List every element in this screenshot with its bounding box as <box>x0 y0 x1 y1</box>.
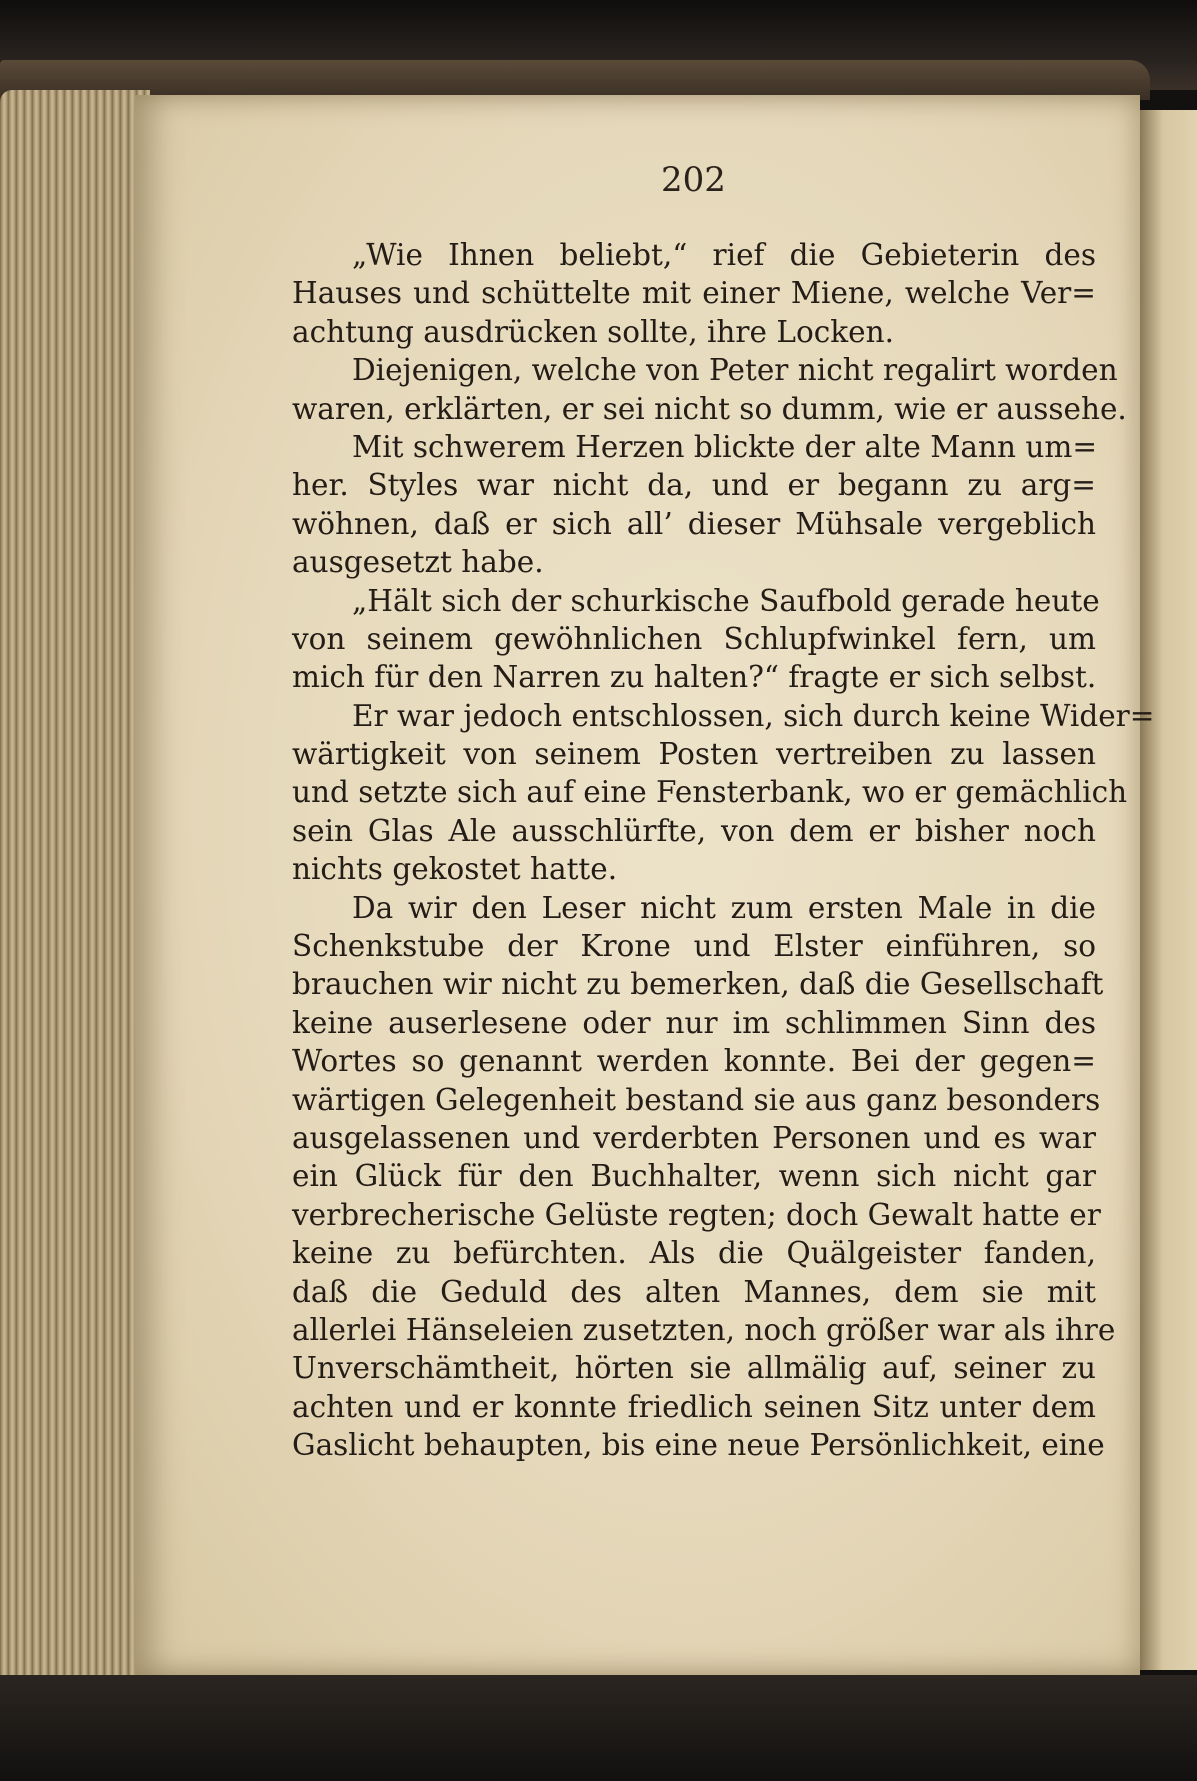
text-line: Gaslicht behaupten, bis eine neue Persönlichkeit, eine <box>292 1428 1105 1463</box>
text-line: nichts gekostet hatte. <box>292 852 618 887</box>
text-line: sein Glas Ale ausschlürfte, von dem er bisher noch <box>292 813 1096 848</box>
text-line: „Wie Ihnen beliebt,“ rief die Gebieterin des <box>352 238 1096 272</box>
text-line: brauchen wir nicht zu bemerken, daß die Gesellschaft <box>292 967 1104 1002</box>
text-line: Unverschämtheit, hörten sie allmälig auf, seiner zu <box>292 1351 1096 1386</box>
text-line: achtung ausdrücken sollte, ihre Locken. <box>292 314 894 349</box>
text-line: Er war jedoch entschlossen, sich durch keine Wider= <box>352 698 1155 733</box>
text-line: ausgesetzt habe. <box>292 545 544 580</box>
book-cover-edge <box>0 60 1150 100</box>
text-line: keine zu befürchten. Als die Quälgeister fanden, <box>292 1236 1096 1271</box>
page-number: 202 <box>661 160 726 200</box>
text-line: von seinem gewöhnlichen Schlupfwinkel fern, um <box>292 621 1096 656</box>
text-line: wärtigen Gelegenheit bestand sie aus ganz besonders <box>292 1082 1101 1117</box>
text-line: Hauses und schüttelte mit einer Miene, welche Ver= <box>292 276 1096 311</box>
next-page-edge <box>1140 110 1197 1670</box>
text-line: Wortes so genannt werden konnte. Bei der gegen= <box>292 1044 1096 1079</box>
page-edges-left <box>0 90 150 1690</box>
text-line: allerlei Hänseleien zusetzten, noch größer war als ihre <box>292 1312 1116 1347</box>
text-line: Da wir den Leser nicht zum ersten Male in die <box>352 890 1096 925</box>
body-text <box>292 236 1155 1465</box>
text-line: waren, erklärten, er sei nicht so dumm, wie er aussehe. <box>292 391 1127 426</box>
text-line: Schenkstube der Krone und Elster einführen, so <box>292 929 1096 964</box>
text-line: und setzte sich auf eine Fensterbank, wo er gemächlich <box>292 775 1128 810</box>
text-line: Diejenigen, welche von Peter nicht regalirt worden <box>352 353 1118 388</box>
text-line: Mit schwerem Herzen blickte der alte Mann um= <box>352 429 1098 464</box>
text-line: her. Styles war nicht da, und er begann zu arg= <box>292 468 1096 503</box>
text-line: wöhnen, daß er sich all’ dieser Mühsale vergeblich <box>292 506 1096 541</box>
text-line: wärtigkeit von seinem Posten vertreiben zu lassen <box>292 737 1096 772</box>
text-line: mich für den Narren zu halten?“ fragte er sich selbst. <box>292 660 1097 695</box>
text-line: daß die Geduld des alten Mannes, dem sie mit <box>292 1274 1096 1309</box>
text-line: „Hält sich der schurkische Saufbold gerade heute <box>352 583 1100 618</box>
text-line: ausgelassenen und verderbten Personen und es war <box>292 1120 1096 1155</box>
text-line: ein Glück für den Buchhalter, wenn sich nicht gar <box>292 1159 1096 1194</box>
text-line: verbrecherische Gelüste regten; doch Gewalt hatte er <box>292 1197 1101 1232</box>
text-line: achten und er konnte friedlich seinen Sitz unter dem <box>292 1389 1096 1424</box>
background-bottom <box>0 1675 1197 1781</box>
text-line: keine auserlesene oder nur im schlimmen Sinn des <box>292 1005 1096 1040</box>
